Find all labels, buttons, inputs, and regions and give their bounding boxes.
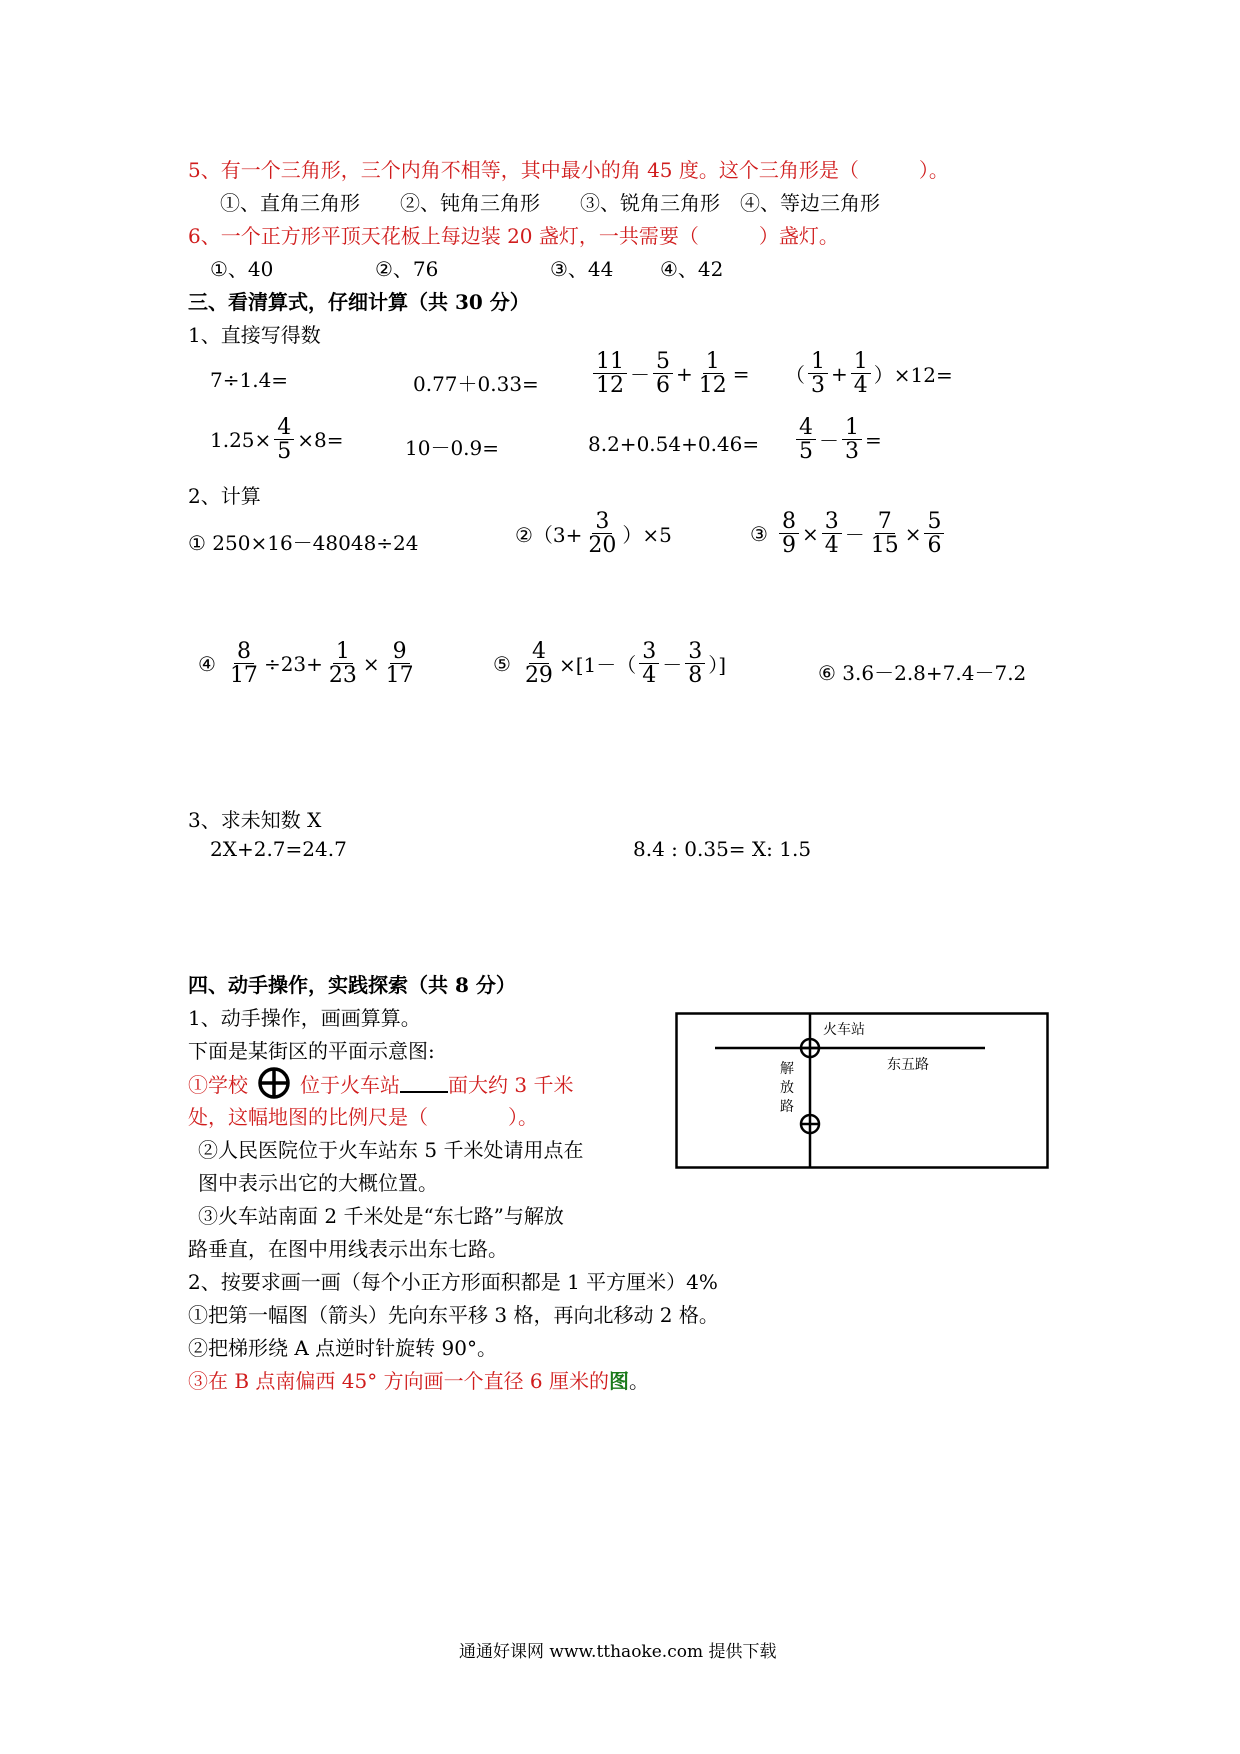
section3-sub1: 1、直接写得数: [188, 323, 321, 347]
section3-sub2: 2、计算: [188, 484, 261, 508]
calc-c4: ④ $\frac{8}{17}$ ÷23+ $\frac{1}{23}$ × $\frac{9}{17}$: [198, 640, 420, 687]
fraction: $\frac{7}{15}$: [870, 509, 899, 559]
calc-c1: ① 250×16－48048÷24: [188, 531, 419, 555]
section3-sub3: 3、求未知数 X: [188, 808, 322, 832]
q6-option-1: ①、40: [210, 257, 274, 281]
q6-option-2: ②、76: [375, 257, 439, 281]
fraction: $\frac{1}{23}$: [328, 639, 357, 689]
section4-q2a: ①把第一幅图（箭头）先向东平移 3 格，再向北移动 2 格。: [188, 1303, 719, 1327]
calc-d8: $\frac{4}{5}$ － $\frac{1}{3}$ =: [793, 416, 882, 463]
q5-options: ①、直角三角形 ②、钝角三角形 ③、锐角三角形 ④、等边三角形: [220, 191, 880, 215]
section4-line6: 路垂直，在图中用线表示出东七路。: [188, 1237, 508, 1261]
section4-q2b: ②把梯形绕 A 点逆时针旋转 90°。: [188, 1336, 497, 1360]
fraction: $\frac{1}{3}$: [808, 350, 828, 397]
label-road-east: 东五路: [887, 1057, 929, 1073]
calc-c3: ③ $\frac{8}{9}$ × $\frac{3}{4}$ － $\frac{7}{15}$ × $\frac{5}{6}$: [750, 510, 947, 557]
answer-blank[interactable]: [400, 1073, 448, 1093]
calc-d6: 10－0.9=: [405, 436, 500, 460]
calc-c2: ②（3+ $\frac{3}{20}$ ）×5: [515, 509, 672, 559]
q6-option-4: ④、42: [660, 257, 724, 281]
fraction: $\frac{4}{5}$: [274, 416, 294, 463]
equation-1: 2X+2.7=24.7: [210, 837, 347, 861]
label-road-jiefang-1: 解: [780, 1061, 794, 1077]
section4-line3: ②人民医院位于火车站东 5 千米处请用点在: [198, 1138, 584, 1162]
fraction: $\frac{3}{8}$: [685, 640, 705, 687]
fraction: $\frac{5}{6}$: [924, 510, 944, 557]
fraction: $\frac{5}{6}$: [653, 350, 673, 397]
fraction: $\frac{3}{4}$: [639, 640, 659, 687]
section4-q2: 2、按要求画一画（每个小正方形面积都是 1 平方厘米）4%: [188, 1270, 718, 1294]
q6-text: 6、一个正方形平顶天花板上每边装 20 盏灯，一共需要（ ）盏灯。: [188, 224, 839, 248]
fraction: $\frac{4}{5}$: [796, 416, 816, 463]
section4-line4: 图中表示出它的大概位置。: [198, 1171, 438, 1195]
calc-d3: $\frac{11}{12}$ － $\frac{5}{6}$ + $\frac{1}{12}$ =: [590, 350, 750, 397]
section4-title: 四、动手操作，实践探索（共 8 分）: [188, 973, 516, 997]
fraction: $\frac{11}{12}$: [593, 350, 627, 397]
fraction: $\frac{1}{4}$: [851, 350, 871, 397]
section4-line2: 处，这幅地图的比例尺是（ ）。: [188, 1105, 538, 1129]
label-station: 火车站: [823, 1022, 865, 1038]
school-symbol-icon: [254, 1066, 294, 1100]
calc-c6: ⑥ 3.6－2.8+7.4－7.2: [818, 661, 1027, 685]
fraction: $\frac{3}{20}$: [588, 509, 617, 559]
section4-line5: ③火车站南面 2 千米处是“东七路”与解放: [198, 1204, 564, 1228]
fraction: $\frac{4}{29}$: [524, 639, 553, 689]
footer: 通通好课网 www.tthaoke.com 提供下载: [459, 1642, 777, 1662]
fraction: $\frac{3}{4}$: [822, 510, 842, 557]
label-road-jiefang-3: 路: [780, 1099, 794, 1115]
section4-q1: 1、动手操作，画画算算。: [188, 1006, 421, 1030]
calc-d5: 1.25× $\frac{4}{5}$ ×8=: [210, 415, 344, 465]
q6-option-3: ③、44: [550, 257, 614, 281]
fraction: $\frac{8}{9}$: [779, 510, 799, 557]
calc-d7: 8.2+0.54+0.46=: [588, 432, 760, 456]
fraction: $\frac{8}{17}$: [229, 639, 258, 689]
q5-text: 5、有一个三角形，三个内角不相等，其中最小的角 45 度。这个三角形是（ ）。: [188, 158, 949, 182]
street-map-diagram: [675, 1012, 1050, 1169]
calc-d2: 0.77＋0.33=: [413, 372, 539, 396]
equation-2: 8.4 : 0.35= X: 1.5: [633, 837, 812, 861]
section4-desc: 下面是某街区的平面示意图:: [188, 1039, 435, 1063]
calc-d4: （ $\frac{1}{3}$ + $\frac{1}{4}$ ）×12=: [785, 349, 953, 399]
fraction: $\frac{1}{12}$: [698, 349, 727, 399]
calc-c5: ⑤ $\frac{4}{29}$ ×[1－（ $\frac{3}{4}$ － $\frac{3}{8}$ ）]: [493, 639, 727, 689]
section4-q2c: ③在 B 点南偏西 45° 方向画一个直径 6 厘米的图。: [188, 1369, 650, 1393]
calc-d1: 7÷1.4=: [210, 368, 289, 392]
section4-line1: ①学校 位于火车站 面大约 3 千米: [188, 1066, 573, 1100]
fraction: $\frac{1}{3}$: [842, 416, 862, 463]
label-road-jiefang-2: 放: [780, 1080, 794, 1096]
section3-title: 三、看清算式，仔细计算（共 30 分）: [188, 290, 530, 314]
fraction: $\frac{9}{17}$: [385, 639, 414, 689]
